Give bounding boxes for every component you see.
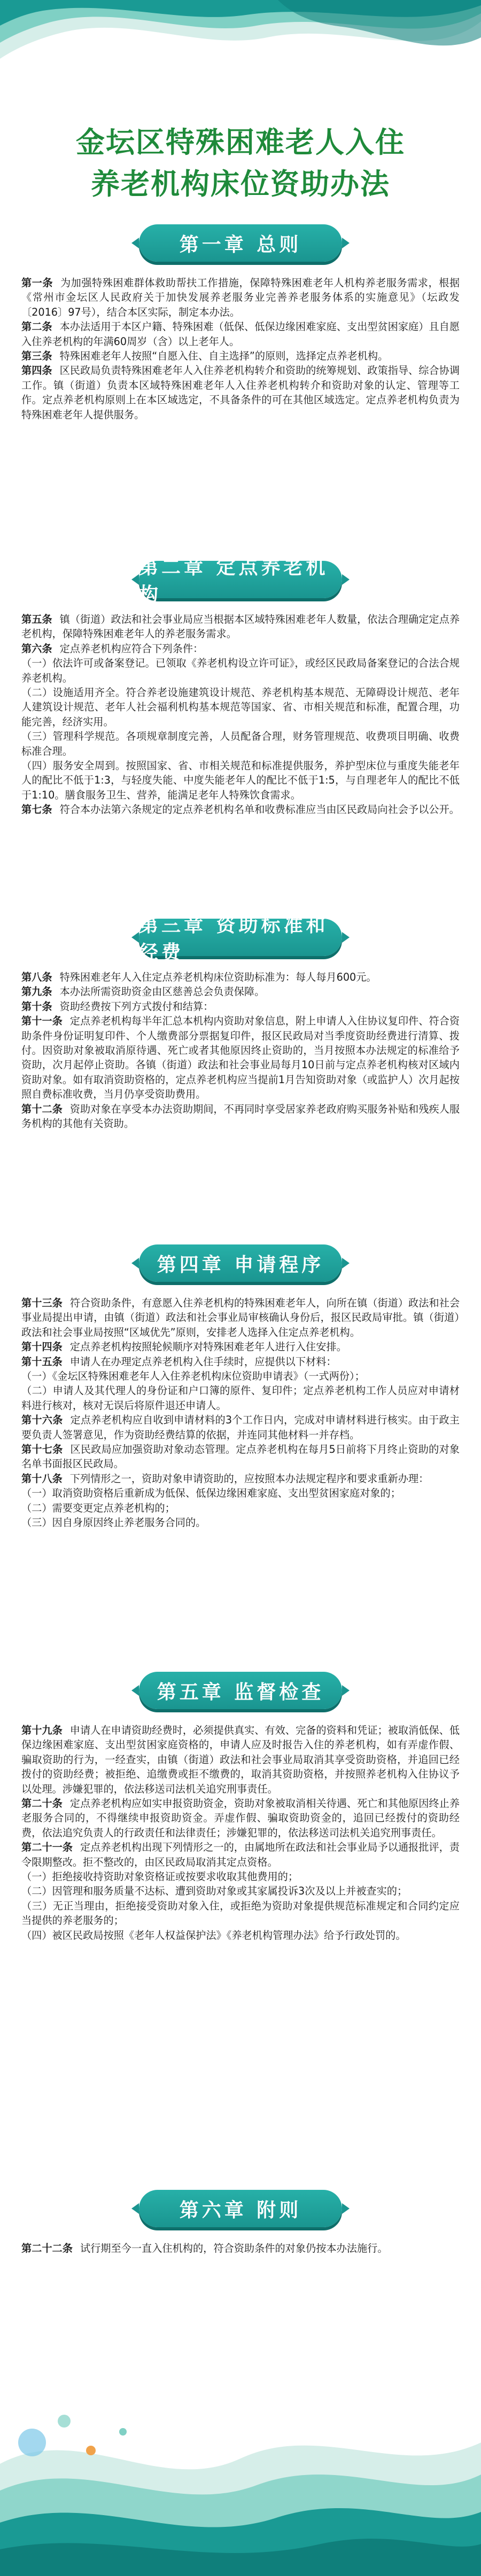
chapter-title: 第四章 申请程序 (157, 1254, 324, 1276)
chapter-title: 第六章 附则 (179, 2199, 302, 2221)
chapter-body (21, 2241, 460, 2256)
article-number: 第十五条 (21, 1355, 63, 1368)
article-text: 本办法适用于本区户籍、特殊困难（低保、低保边缘困难家庭、支出型贫困家庭）且自愿入住养老机构的年满60周岁（含）以上老年人。 (21, 320, 460, 348)
chapter-2 (0, 557, 481, 817)
article-text: 定点养老机构应如实申报资助资金，资助对象被取消相关待遇、死亡和其他原因终止养老服务合同的，不得继续申报资助资金。弄虚作假、骗取资助资金的，追回已经拨付的资助经费，依法追究负责人的行政责任和法律责任；涉嫌犯罪的，依法移送司法机关追究刑事责任。 (21, 1797, 460, 1839)
title-line-2: 养老机构床位资助办法 (91, 167, 390, 201)
article-text: 符合本办法第六条规定的定点养老机构名单和收费标准应当由区民政局向社会予以公开。 (59, 803, 460, 816)
article-number: 第六条 (21, 642, 52, 655)
article-number: 第九条 (21, 985, 52, 998)
article-number: 第十八条 (21, 1472, 63, 1485)
article-text: 试行期至今一直入住机构的，符合资助条件的对象仍按本办法施行。 (80, 2242, 388, 2254)
chapter-5 (0, 1672, 481, 1943)
article (21, 363, 460, 422)
chapter-6 (0, 2190, 481, 2256)
list-item: （二）申请人及其代理人的身份证和户口簿的原件、复印件；定点养老机构工作人员应对申请材料进行核对，核对无误后将原件退还申请人。 (21, 1384, 460, 1412)
article-number: 第二条 (21, 320, 52, 333)
chapter-banner (139, 1672, 342, 1709)
list-item: （四）被区民政局按照《老年人权益保护法》《养老机构管理办法》给予行政处罚的。 (21, 1929, 406, 1941)
article (21, 999, 460, 1014)
article (21, 1296, 460, 1340)
article (21, 1840, 460, 1869)
article-text: 下列情形之一，资助对象申请资助的，应按照本办法规定程序和要求重新办理： (69, 1472, 429, 1485)
article-text: 申请人在申请资助经费时，必须提供真实、有效、完备的资料和凭证；被取消低保、低保边缘困难家庭、支出型贫困家庭资格的，申请人应及时报告入住的养老机构，如有弄虚作假、骗取资助的行为，一经查实，由镇（街道）政法和社会事业局取消其享受资助资格，并追回已经拨付的资助经费；被拒绝、追缴费或拒不缴费的，取消其资助资格，并按照养老机构入住协议予以处理。涉嫌犯罪的，依法移送司法机关追究刑事责任。 (21, 1724, 460, 1795)
chapter-banner (139, 2190, 342, 2227)
chapter-banner (139, 1244, 342, 1282)
article-number: 第十七条 (21, 1443, 63, 1456)
list-item: （四）服务安全周到。按照国家、省、市相关规范和标准提供服务，养护型床位与重度失能老年人的配比不低于1:3，与轻度失能、中度失能老年人的配比不低于1:5，与自理老年人的配比不低于1:10。膳食服务卫生、营养，能满足老年人特殊饮食需求。 (21, 760, 460, 801)
chapter-title: 第一章 总则 (179, 233, 302, 256)
chapter-3 (0, 914, 481, 1131)
list-item: （二）需要变更定点养老机构的； (21, 1501, 175, 1514)
article-number: 第三条 (21, 350, 52, 363)
article-number: 第十二条 (21, 1102, 63, 1115)
article-text: 资助对象在享受本办法资助期间，不再同时享受居家养老政府购买服务补贴和残疾人服务机构的其他有关资助。 (21, 1102, 460, 1130)
list-item: （二）设施适用齐全。符合养老设施建筑设计规范、养老机构基本规范、无障碍设计规范、老年人建筑设计规范、老年人社会福利机构基本规范等国家、省、市相关规范和标准，配置合理，功能完善，经济实用。 (21, 686, 460, 728)
article (21, 802, 460, 817)
title-line-1: 金坛区特殊困难老人入住 (76, 126, 405, 159)
article-text: 定点养老机构应符合下列条件： (59, 642, 204, 655)
list-item: （二）因管理和服务质量不达标、遭到资助对象或其家属投诉3次及以上并被查实的； (21, 1885, 408, 1898)
chapter-title: 第三章 资助标准和经费 (139, 914, 329, 964)
chapter-body (21, 1296, 460, 1530)
article-number: 第八条 (21, 971, 52, 983)
chapter-banner (139, 557, 342, 606)
list-item: （一）依法许可或备案登记。已领取《养老机构设立许可证》，或经区民政局备案登记的合法合规养老机构。 (21, 657, 460, 684)
bottom-wave-decoration (0, 2400, 481, 2576)
article-text: 申请人在办理定点养老机构入住手续时，应提供以下材料： (69, 1355, 337, 1368)
article-text: 定点养老机构出现下列情形之一的，由属地所在政法和社会事业局予以通报批评，责令限期整改。拒不整改的，由区民政局取消其定点资格。 (21, 1841, 460, 1868)
chapter-body (21, 276, 460, 422)
list-item: （三）无正当理由，拒绝接受资助对象入住，或拒绝为资助对象提供规范标准规定和合同约定应当提供的养老服务的； (21, 1899, 460, 1927)
article (21, 612, 460, 641)
article-number: 第一条 (21, 277, 53, 289)
article (21, 1014, 460, 1101)
article-text: 区民政局应加强资助对象动态管理。定点养老机构在每月5日前将下月终止资助的对象名单书面报区民政局。 (21, 1443, 460, 1470)
chapter-title: 第五章 监督检查 (157, 1681, 324, 1703)
article (21, 1796, 460, 1840)
article (21, 1102, 460, 1131)
list-item: （三）因自身原因终止养老服务合同的。 (21, 1516, 206, 1529)
chapter-body (21, 970, 460, 1131)
list-item: （三）管理科学规范。各项规章制度完善，人员配备合理，财务管理规范、收费项目明确、收费标准合理。 (21, 730, 460, 757)
article (21, 319, 460, 349)
article (21, 641, 460, 656)
chapter-body (21, 1723, 460, 1943)
article (21, 1340, 460, 1354)
article-text: 定点养老机构按照轮候顺序对特殊困难老年人进行入住安排。 (69, 1341, 347, 1353)
article-text: 特殊困难老年人按照“自愿入住、自主选择”的原则，选择定点养老机构。 (59, 350, 389, 363)
article-number: 第十条 (21, 1000, 52, 1013)
list-item: （一）取消资助资格后重新成为低保、低保边缘困难家庭、支出型贫困家庭对象的； (21, 1487, 401, 1500)
article-number: 第二十二条 (21, 2242, 73, 2254)
article-number: 第十四条 (21, 1341, 63, 1353)
article (21, 2241, 460, 2256)
top-wave-decoration (0, 0, 481, 118)
article-number: 第十三条 (21, 1297, 63, 1309)
article-text: 区民政局负责特殊困难老年人入住养老机构转介和资助的统筹规划、政策指导、综合协调工作。镇（街道）负责本区域特殊困难老年人入住养老机构转介和资助对象的认定、管理等工作。定点养老机构原则上在本区域选定，不具备条件的可在其他区域选定。定点养老机构负责为特殊困难老年人提供服务。 (21, 364, 460, 421)
article (21, 1442, 460, 1471)
chapter-body (21, 612, 460, 817)
chapter-banner (139, 914, 342, 964)
article (21, 1354, 460, 1369)
article (21, 1413, 460, 1442)
article-number: 第二十一条 (21, 1841, 73, 1854)
article-number: 第二十条 (21, 1797, 63, 1810)
article (21, 970, 460, 984)
article-text: 符合资助条件，有意愿入住养老机构的特殊困难老年人，向所在镇（街道）政法和社会事业局提出申请，由镇（街道）政法和社会事业局审核确认身份后，报区民政局审批。镇（街道）政法和社会事业局按照“区域优先”原则，安排老人选择入住定点养老机构。 (21, 1297, 460, 1338)
article-number: 第十九条 (21, 1724, 63, 1736)
chapter-1 (0, 224, 481, 422)
article-number: 第四条 (21, 364, 52, 377)
article-text: 本办法所需资助资金由区慈善总会负责保障。 (59, 985, 265, 998)
article (21, 984, 460, 999)
article (21, 349, 460, 363)
article (21, 1471, 460, 1486)
article-text: 定点养老机构每半年汇总本机构内资助对象信息，附上申请人入住协议复印件、符合资助条件身份证明复印件、个人缴费部分票据复印件，报区民政局对当季度资助经费进行清算、拨付。因资助对象被取消原待遇、死亡或者其他原因终止资助的，当月按照本办法规定的标准给予资助，次月起停止资助。各镇（街道）政法和社会事业局每月10日前与定点养老机构核对区域内资助对象。如有取消资助资格的，定点养老机构应当提前1月告知资助对象（或监护人）次月起按照自费标准收费，当月仍享受资助费用。 (21, 1015, 460, 1101)
article (21, 1723, 460, 1796)
article-text: 定点养老机构应自收到申请材料的3个工作日内，完成对申请材料进行核实。由于政主要负责人签署意见，作为资助经费结算的依据，并连同其他材料一并存档。 (21, 1414, 460, 1441)
chapter-4 (0, 1244, 481, 1530)
article (21, 276, 460, 319)
list-item: （一）拒绝接收持资助对象资格证或按要求收取其他费用的； (21, 1870, 299, 1883)
article-text: 镇（街道）政法和社会事业局应当根据本区域特殊困难老年人数量，依法合理确定定点养老机构，保障特殊困难老年人的养老服务需求。 (21, 613, 460, 640)
chapter-banner (139, 224, 342, 262)
list-item: （一）《金坛区特殊困难老年人入住养老机构床位资助申请表》（一式两份）； (21, 1370, 365, 1383)
article-number: 第十六条 (21, 1414, 63, 1427)
article-text: 为加强特殊困难群体救助帮扶工作措施，保障特殊困难老年人机构养老服务需求，根据《常州市金坛区人民政府关于加快发展养老服务业完善养老服务体系的实施意见》（坛政发〔2016〕97号），结合本区实际，制定本办法。 (21, 277, 460, 318)
chapter-title: 第二章 定点养老机构 (139, 557, 329, 606)
article-number: 第五条 (21, 613, 52, 625)
article-text: 特殊困难老年人入住定点养老机构床位资助标准为：每人每月600元。 (59, 971, 377, 983)
article-number: 第七条 (21, 803, 52, 816)
article-number: 第十一条 (21, 1015, 63, 1028)
article-text: 资助经费按下列方式拨付和结算： (59, 1000, 214, 1013)
